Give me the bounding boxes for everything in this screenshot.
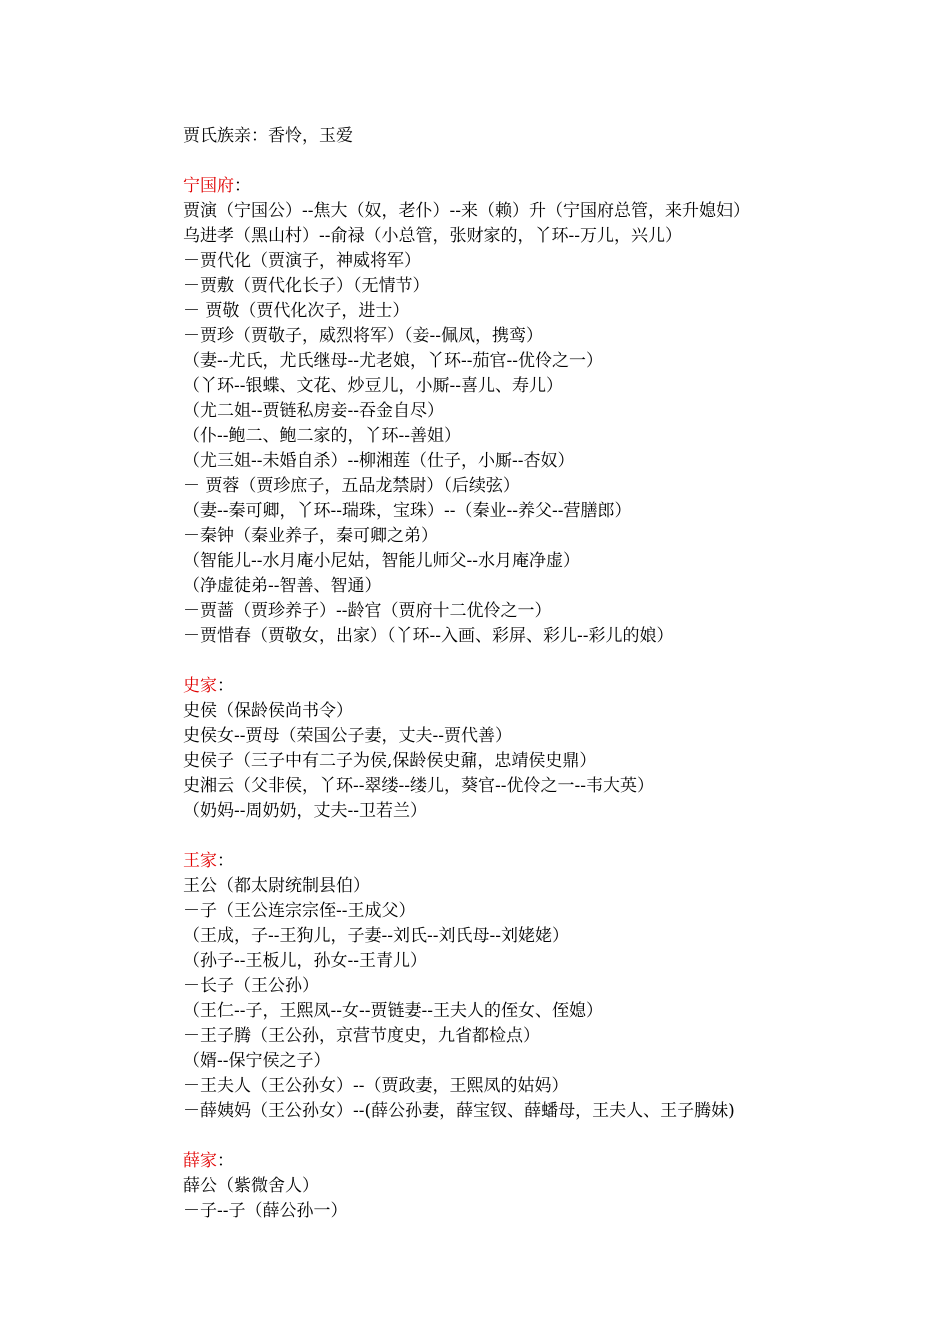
text-line: （丫环--银蝶、文花、炒豆儿，小厮--喜儿、寿儿） — [183, 376, 563, 396]
text-line: 史侯女--贾母（荣国公子妻，丈夫--贾代善） — [183, 726, 512, 746]
section-heading-text: 王家 — [183, 851, 217, 871]
text-line: －贾惜春（贾敬女，出家）（丫环--入画、彩屏、彩儿--彩儿的娘） — [183, 626, 674, 646]
section-heading-text: 史家 — [183, 676, 217, 696]
section-heading — [183, 1149, 923, 1174]
text-line: －贾珍（贾敬子，威烈将军）（妾--佩凤，携鸾） — [183, 326, 543, 346]
text-line: －子--子（薛公孙一） — [183, 1201, 348, 1221]
text-line: 史侯（保龄侯尚书令） — [183, 701, 353, 721]
text-line: （智能儿--水月庵小尼姑，智能儿师父--水月庵净虚） — [183, 551, 580, 571]
section-heading-text: 宁国府 — [183, 176, 234, 196]
spacer — [183, 1124, 923, 1149]
text-line: － 贾敬（贾代化次子，进士） — [183, 301, 410, 321]
text-line: 史湘云（父非侯，丫环--翠缕--缕儿，葵官--优伶之一--韦大英） — [183, 776, 654, 796]
heading-colon: ： — [234, 176, 251, 196]
text-line: （孙子--王板儿，孙女--王青儿） — [183, 951, 427, 971]
text-line: （王仁--子，王熙凤--女--贾链妻--王夫人的侄女、侄媳） — [183, 1001, 603, 1021]
text-line: －长子（王公孙） — [183, 976, 319, 996]
section-heading — [183, 674, 923, 699]
section-xuejia — [183, 1149, 923, 1224]
section-heading — [183, 174, 923, 199]
text-line: （妻--秦可卿，丫环--瑞珠，宝珠）--（秦业--养父--营膳郎） — [183, 501, 632, 521]
section-shijia — [183, 674, 923, 824]
text-line: （婿--保宁侯之子） — [183, 1051, 331, 1071]
text-line: －秦钟（秦业养子，秦可卿之弟） — [183, 526, 438, 546]
heading-colon: ： — [217, 676, 234, 696]
section-wangjia — [183, 849, 923, 1124]
text-line: － 贾蓉（贾珍庶子，五品龙禁尉）（后续弦） — [183, 476, 520, 496]
section-heading — [183, 849, 923, 874]
section-ningguofu — [183, 174, 923, 649]
section-heading-text: 薛家 — [183, 1151, 217, 1171]
document-page — [183, 124, 923, 1224]
text-line: 贾演（宁国公）--焦大（奴，老仆）--来（赖）升（宁国府总管，来升媳妇） — [183, 201, 750, 221]
spacer — [183, 649, 923, 674]
spacer — [183, 824, 923, 849]
text-line: 乌进孝（黑山村）--俞禄（小总管，张财家的，丫环--万儿，兴儿） — [183, 226, 682, 246]
text-line: 史侯子（三子中有二子为侯,保龄侯史鼐，忠靖侯史鼎） — [183, 751, 597, 771]
heading-colon: ： — [217, 851, 234, 871]
text-line: （奶妈--周奶奶，丈夫--卫若兰） — [183, 801, 427, 821]
text-line: （净虚徒弟--智善、智通） — [183, 576, 382, 596]
text-line: 薛公（紫微舍人） — [183, 1176, 319, 1196]
text-line: －贾代化（贾演子，神威将军） — [183, 251, 421, 271]
text-line: －薛姨妈（王公孙女）--(薛公孙妻，薛宝钗、薛蟠母，王夫人、王子腾妹) — [183, 1101, 735, 1121]
text-line: （尤二姐--贾链私房妾--吞金自尽） — [183, 401, 444, 421]
text-line: 王公（都太尉统制县伯） — [183, 876, 370, 896]
text-line: （王成，子--王狗儿，子妻--刘氏--刘氏母--刘姥姥） — [183, 926, 569, 946]
spacer — [183, 149, 923, 174]
text-line: －贾敷（贾代化长子）（无情节） — [183, 276, 430, 296]
text-line: （妻--尤氏，尤氏继母--尤老娘，丫环--茄官--优伶之一） — [183, 351, 603, 371]
text-line: －王夫人（王公孙女）--（贾政妻，王熙凤的姑妈） — [183, 1076, 569, 1096]
text-line: －子（王公连宗宗侄--王成父） — [183, 901, 416, 921]
text-line: －贾蔷（贾珍养子）--龄官（贾府十二优伶之一） — [183, 601, 552, 621]
heading-colon: ： — [217, 1151, 234, 1171]
text-line: －王子腾（王公孙，京营节度史，九省都检点） — [183, 1026, 540, 1046]
text-line: （尤三姐--未婚自杀）--柳湘莲（仕子，小厮--杏奴） — [183, 451, 575, 471]
intro-line: 贾氏族亲：香怜，玉爱 — [183, 126, 353, 146]
text-line: （仆--鲍二、鲍二家的，丫环--善姐） — [183, 426, 461, 446]
